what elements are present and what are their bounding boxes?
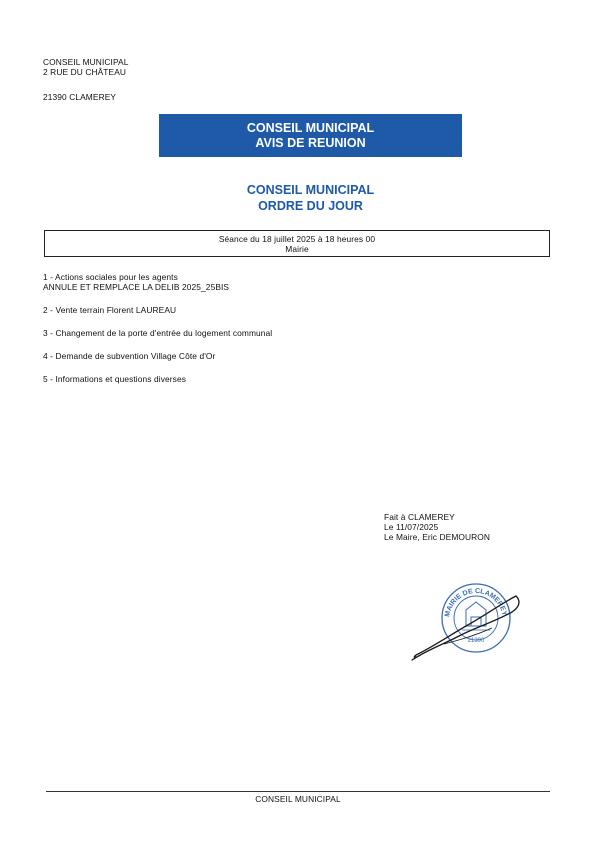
agenda-list <box>43 272 272 397</box>
mairie-stamp <box>404 574 529 671</box>
session-date: Séance du 18 juillet 2025 à 18 heures 00 <box>218 233 376 244</box>
footer-text: CONSEIL MUNICIPAL <box>255 794 341 804</box>
signature-date: Le 11/07/2025 <box>384 522 439 532</box>
session-box <box>44 230 550 257</box>
agenda-item-text: 3 - Changement de la porte d'entrée du logement communal <box>43 328 273 338</box>
agenda-item-text: 2 - Vente terrain Florent LAUREAU <box>43 305 177 315</box>
signature-signer: Le Maire, Eric DEMOURON <box>384 532 491 542</box>
sender-line: 2 RUE DU CHÂTEAU <box>43 67 127 77</box>
title-banner <box>159 114 462 157</box>
agenda-item-note: ANNULE ET REMPLACE LA DELIB 2025_25BIS <box>43 282 230 292</box>
heading-line1: CONSEIL MUNICIPAL <box>246 183 375 197</box>
heading-line2: ORDRE DU JOUR <box>258 199 363 213</box>
agenda-item <box>43 328 272 338</box>
stamp-and-signature-graphic <box>404 574 529 666</box>
signature-block <box>384 512 490 542</box>
banner-title: CONSEIL MUNICIPAL <box>246 120 375 135</box>
sender-address <box>43 57 128 77</box>
agenda-item-text: 1 - Actions sociales pour les agents <box>43 272 178 282</box>
signature-place: Fait à CLAMEREY <box>384 512 455 522</box>
svg-text:MAIRIE DE CLAMEREY: MAIRIE DE CLAMEREY <box>444 587 508 618</box>
agenda-item <box>43 272 272 292</box>
banner-subtitle: AVIS DE REUNION <box>255 135 366 150</box>
agenda-item-text: 5 - Informations et questions diverses <box>43 374 186 384</box>
footer-divider <box>46 791 550 792</box>
agenda-item <box>43 374 272 384</box>
agenda-item-text: 4 - Demande de subvention Village Côte d'Or <box>43 351 216 361</box>
sender-city: 21390 CLAMEREY <box>43 92 117 102</box>
agenda-item <box>43 351 272 361</box>
svg-text:21390: 21390 <box>467 638 485 644</box>
agenda-item <box>43 305 272 315</box>
sender-line: CONSEIL MUNICIPAL <box>43 57 129 67</box>
agenda-heading <box>159 182 462 214</box>
session-place: Mairie <box>285 243 309 254</box>
